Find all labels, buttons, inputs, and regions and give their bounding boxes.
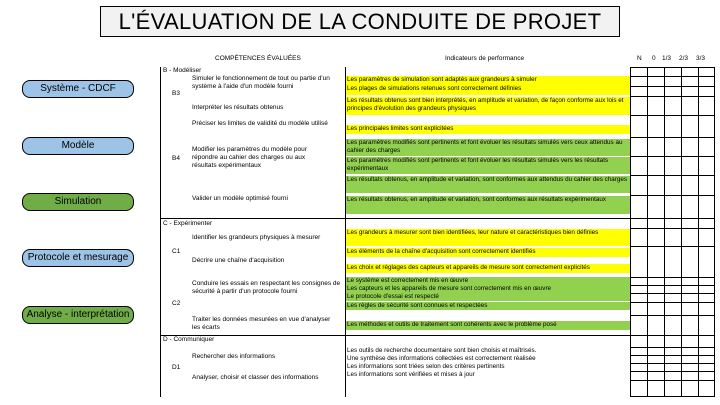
grid-row-line bbox=[630, 355, 715, 356]
grid-row-line bbox=[630, 335, 715, 336]
grid-row-line bbox=[630, 347, 715, 348]
indicateur-row: Le protocole d'essai est respecté bbox=[345, 293, 630, 301]
indicateur-row: Les informations sont triées selon des critères pertinents bbox=[347, 363, 505, 370]
indicateur-row: Les règles de sécurité sont connues et respectées bbox=[345, 302, 630, 310]
competence-valider: Valider un modèle optimisé fourni bbox=[192, 195, 288, 202]
competence-identifier: Identifier les grandeurs physiques à mesurer bbox=[192, 234, 321, 241]
section-c-experimenter: C - Expérimenter bbox=[163, 220, 213, 227]
grid-row-line bbox=[630, 96, 715, 97]
level-header-n: N bbox=[637, 55, 642, 62]
page-title: L'ÉVALUATION DE LA CONDUITE DE PROJET bbox=[100, 6, 620, 37]
grid-row-line bbox=[630, 156, 715, 157]
indicateur-row: Les résultats obtenus, en amplitude et variation, sont conformes aux résultats expérimentaux bbox=[345, 196, 630, 214]
grid-row-line bbox=[630, 228, 715, 229]
grid-row-line bbox=[630, 246, 715, 247]
box-modele: Modèle bbox=[22, 137, 134, 155]
indicateur-row: Les éléments de la chaîne d'acquisition sont correctement identifiés bbox=[345, 248, 630, 257]
grid-row-line bbox=[630, 285, 715, 286]
section-d-communiquer: D - Communiquer bbox=[163, 336, 215, 343]
grid-row-line bbox=[630, 302, 715, 303]
grid-row-line bbox=[630, 277, 715, 278]
indicateur-row: Le système est correctement mis en œuvre bbox=[345, 277, 630, 285]
grid-row-line bbox=[630, 195, 715, 196]
competence-limites: Préciser les limites de validité du modèle utilisé bbox=[192, 120, 328, 127]
competence-modifier: Modifier les paramètres du modèle pour répondre au cahier des charges ou aux résultats expérimentaux bbox=[192, 146, 307, 169]
grid-row-line bbox=[630, 371, 715, 372]
grid-row-line bbox=[630, 315, 715, 316]
grid-row-line bbox=[630, 396, 715, 397]
grid-row-line bbox=[630, 115, 715, 116]
level-header-2-3: 2/3 bbox=[679, 55, 689, 62]
grid-row-line bbox=[630, 175, 715, 176]
code-b4: B4 bbox=[172, 155, 180, 162]
divider-vertical bbox=[160, 67, 161, 397]
code-c1: C1 bbox=[172, 248, 181, 255]
competence-decrire: Décrire une chaîne d'acquisition bbox=[192, 257, 285, 264]
code-d1: D1 bbox=[172, 364, 181, 371]
level-header-0: 0 bbox=[652, 55, 656, 62]
grid-row-line bbox=[630, 218, 715, 219]
evaluation-grid[interactable] bbox=[630, 67, 715, 397]
competence-rechercher: Rechercher des informations bbox=[192, 353, 276, 360]
indicateur-row: Les paramètres modifiés sont pertinents et font évoluer les résultats simulés vers les résultats expérimentaux bbox=[345, 157, 630, 174]
grid-row-line bbox=[630, 380, 715, 381]
indicateur-row: Les capteurs et les appareils de mesure sont correctement mis en œuvre bbox=[345, 285, 630, 293]
grid-row-line bbox=[630, 76, 715, 77]
competences-header: COMPÉTENCES ÉVALUÉES bbox=[215, 55, 301, 62]
grid-row-line bbox=[630, 86, 715, 87]
level-header-3-3: 3/3 bbox=[696, 55, 706, 62]
indicateur-row: Les résultats obtenus sont bien interprétés, en amplitude et variation, de façon conforme aux lois et principes d'évolution des grandeurs physiques bbox=[345, 97, 630, 115]
indicateur-row: Les grandeurs à mesurer sont bien identifiées, leur nature et caractéristiques bien définies bbox=[345, 229, 630, 246]
box-analyse-interpretation: Analyse - interprétation bbox=[22, 306, 134, 324]
indicateur-row: Les informations sont vérifiées et mises à jour bbox=[347, 371, 475, 378]
grid-row-line bbox=[630, 293, 715, 294]
code-b3: B3 bbox=[172, 90, 180, 97]
indicateur-row: Les plages de simulations retenues sont correctement définies bbox=[345, 85, 630, 95]
indicateurs-header: Indicateurs de performance bbox=[445, 55, 525, 62]
indicateur-row: Les principales limites sont explicitées bbox=[345, 125, 630, 134]
divider-vertical bbox=[345, 67, 346, 397]
indicateur-row: Les résultats obtenus, en amplitude et variation, sont conformes aux attendus du cahier des charges bbox=[345, 176, 630, 193]
indicateur-row: Les choix et réglages des capteurs et appareils de mesure sont correctement explicités bbox=[345, 264, 630, 273]
grid-row-line bbox=[630, 67, 715, 68]
box-systeme-cdcf: Système - CDCF bbox=[22, 80, 134, 98]
indicateur-row: Une synthèse des informations collectées est correctement réalisée bbox=[347, 355, 536, 362]
level-header-1-3: 1/3 bbox=[662, 55, 672, 62]
grid-row-line bbox=[630, 137, 715, 138]
box-simulation: Simulation bbox=[22, 193, 134, 211]
competence-conduire: Conduire les essais en respectant les consignes de sécurité à partir d'un protocole fourni bbox=[192, 280, 341, 295]
indicateur-row: Les paramètres de simulation sont adaptés aux grandeurs à simuler bbox=[345, 76, 630, 85]
competence-interpreter: Interpréter les résultats obtenus bbox=[192, 104, 284, 111]
competence-analyser: Analyser, choisir et classer des informations bbox=[192, 374, 319, 381]
box-protocole-mesurage: Protocole et mesurage bbox=[22, 249, 134, 267]
grid-row-line bbox=[630, 363, 715, 364]
indicateur-row: Les outils de recherche documentaire sont bien choisis et maîtrisés. bbox=[347, 347, 537, 354]
section-b-modeliser: B - Modéliser bbox=[163, 67, 202, 74]
indicateur-row: Les paramètres modifiés sont pertinents et font évoluer les résultats simulés vers ceux attendus au cahier des charges bbox=[345, 139, 630, 156]
code-c2: C2 bbox=[172, 300, 181, 307]
competence-traiter: Traiter les données mesurées en vue d'analyser les écarts bbox=[192, 316, 331, 331]
competence-simuler: Simuler le fonctionnement de tout ou partie d'un système à l'aide d'un modèle fourni bbox=[192, 75, 330, 90]
indicateur-row: Les méthodes et outils de traitement sont cohérents avec le problème posé bbox=[345, 321, 630, 330]
